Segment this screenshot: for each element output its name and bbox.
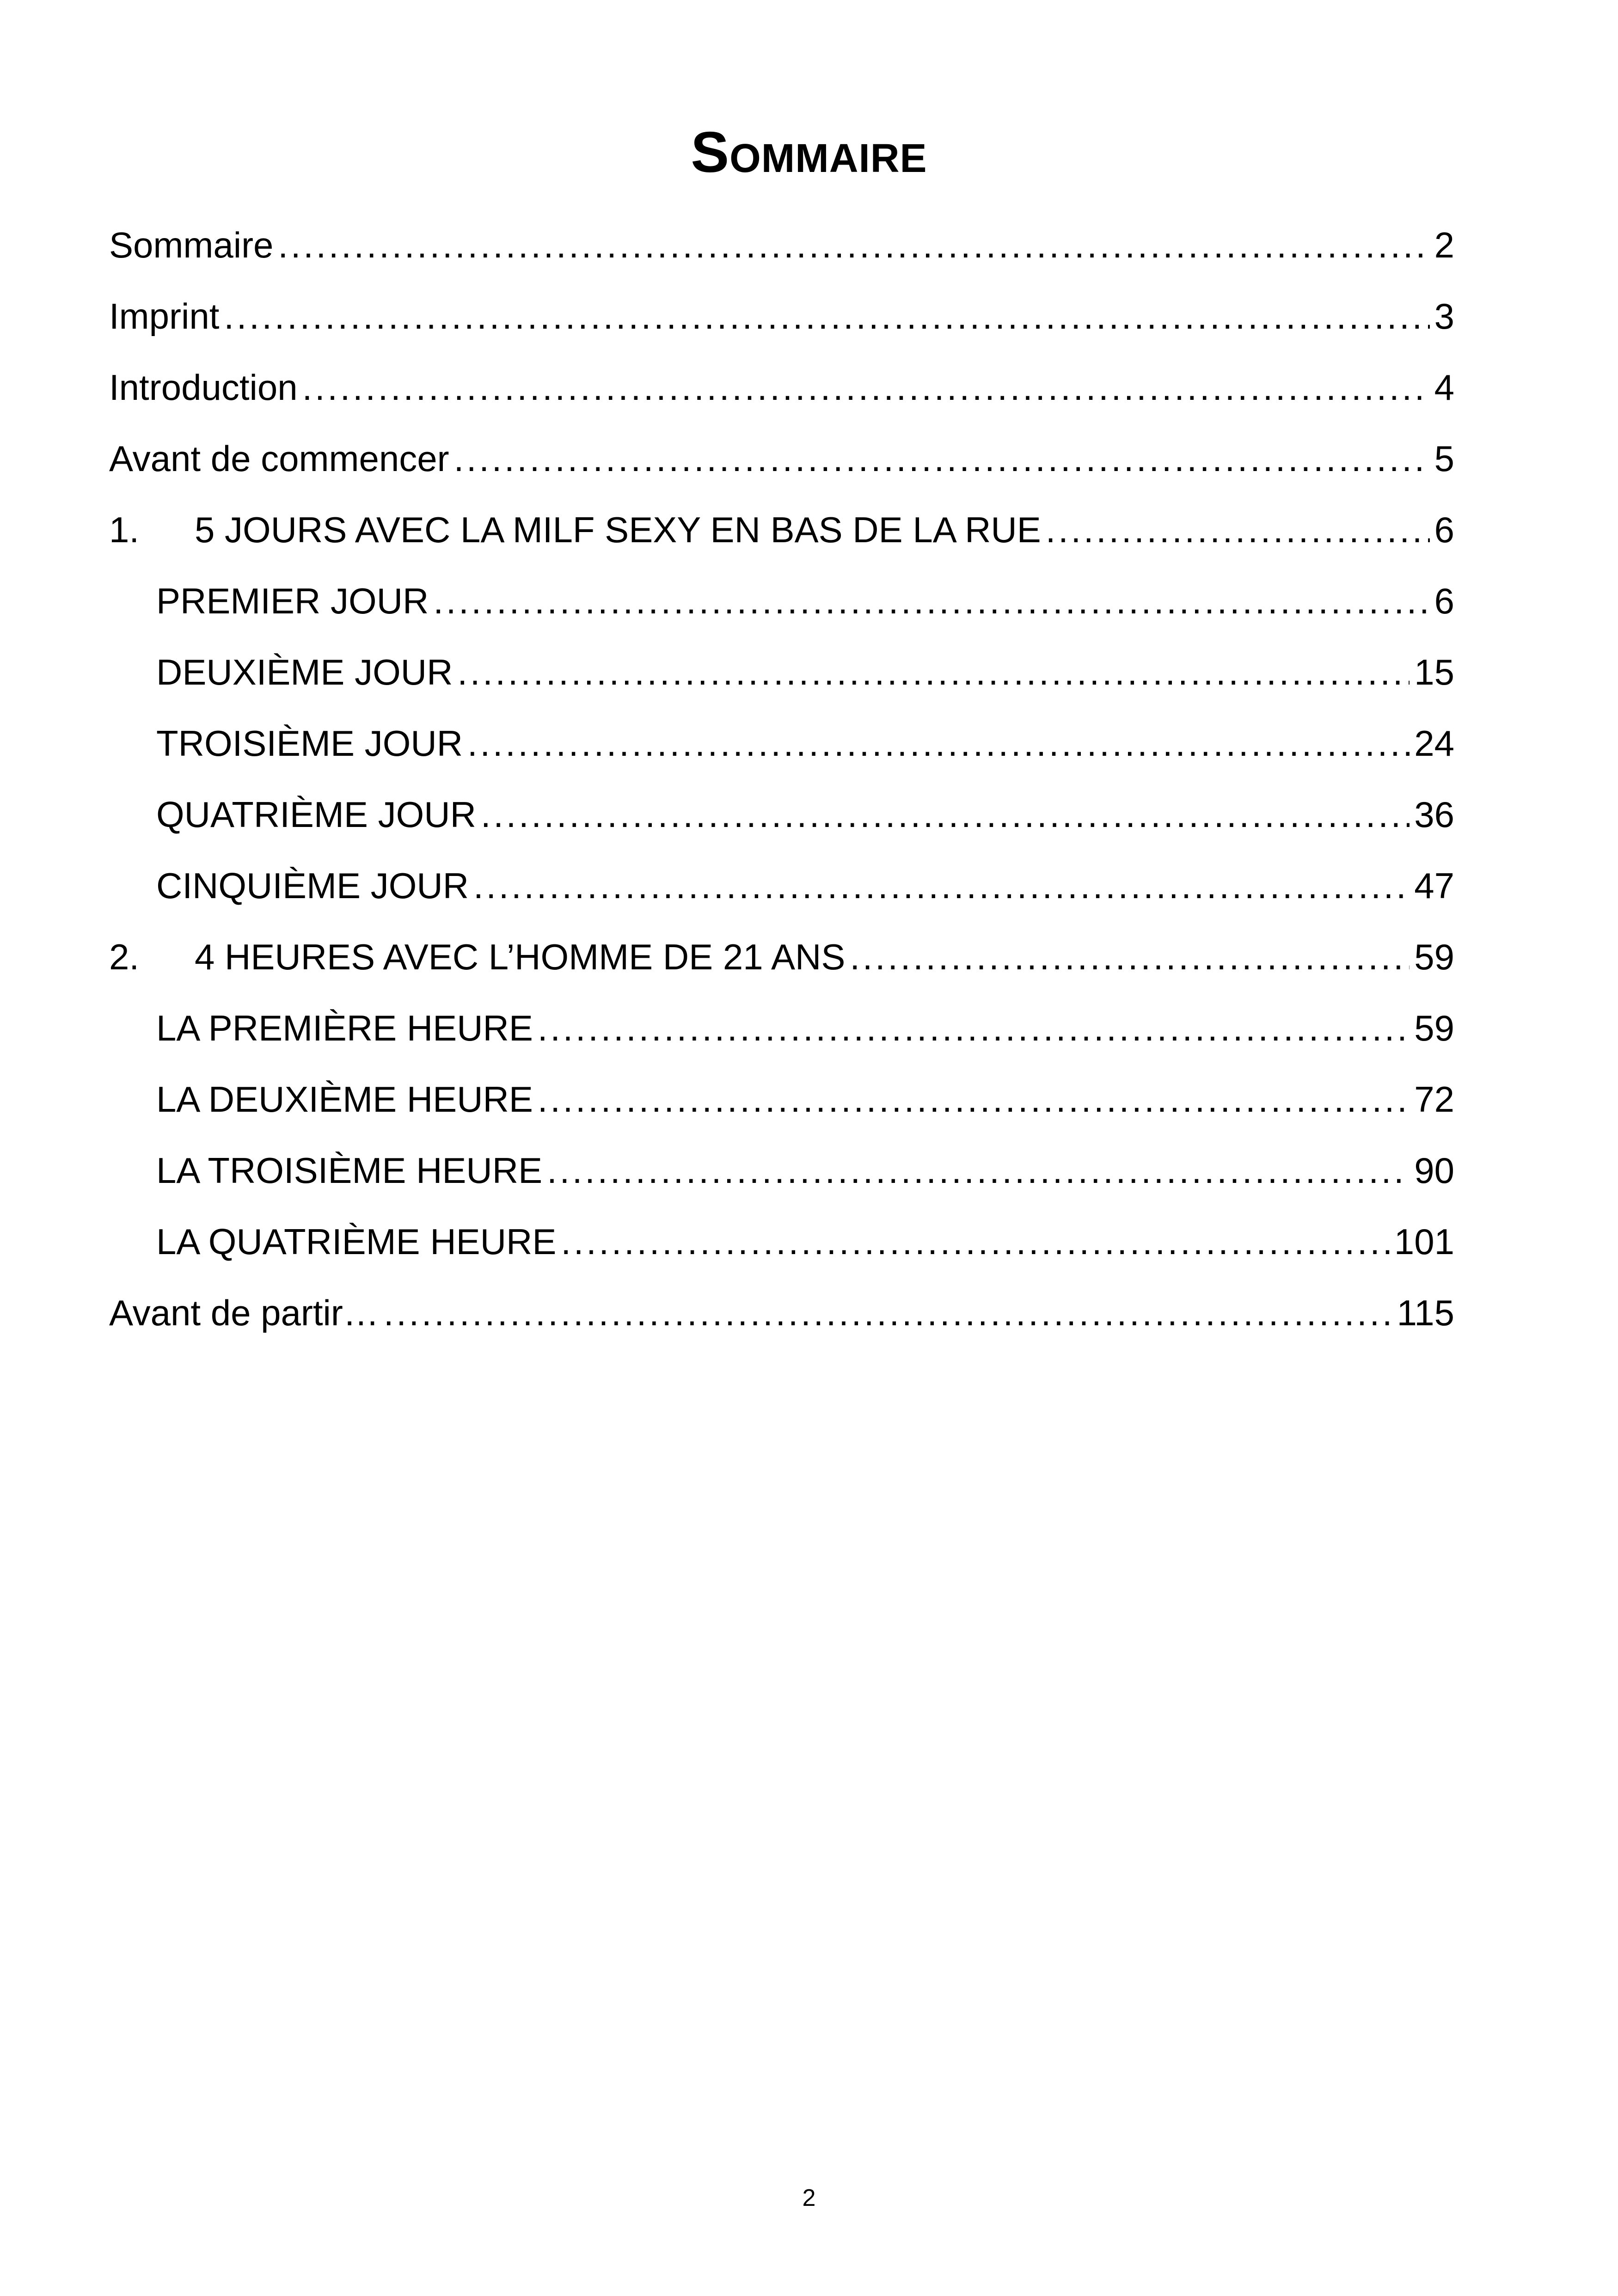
toc-entry-page: 59 bbox=[1414, 937, 1454, 977]
toc-entry-page: 47 bbox=[1414, 865, 1454, 906]
toc-dot-leader bbox=[481, 789, 1410, 840]
toc-entry-label: Imprint bbox=[109, 296, 220, 337]
toc-entry-cinquieme-jour[interactable] bbox=[109, 860, 1454, 931]
toc-entry-deuxieme-heure[interactable] bbox=[109, 1074, 1454, 1145]
toc-entry-label: QUATRIÈME JOUR bbox=[156, 794, 476, 835]
toc-entry-page: 5 bbox=[1434, 438, 1454, 479]
toc-entry-number: 2. bbox=[109, 937, 140, 977]
toc-entry-label: 4 HEURES AVEC L’HOMME DE 21 ANS bbox=[195, 937, 846, 977]
page-title bbox=[0, 116, 1618, 190]
toc-dot-leader bbox=[467, 718, 1410, 769]
toc-entry-label: PREMIER JOUR bbox=[156, 581, 429, 621]
toc-entry-quatrieme-heure[interactable] bbox=[109, 1216, 1454, 1287]
toc-entry-page: 3 bbox=[1434, 296, 1454, 337]
toc-entry-avant-de-commencer[interactable] bbox=[109, 433, 1454, 504]
toc-entry-number: 1. bbox=[109, 509, 140, 550]
toc-dot-leader bbox=[433, 576, 1429, 626]
toc-entry-premier-jour[interactable] bbox=[109, 576, 1454, 647]
toc-dot-leader bbox=[850, 931, 1410, 982]
toc-entry-imprint[interactable] bbox=[109, 291, 1454, 362]
page-title-rest: ommaire bbox=[729, 121, 927, 184]
table-of-contents bbox=[109, 220, 1454, 1359]
toc-entry-page: 4 bbox=[1434, 367, 1454, 408]
toc-dot-leader bbox=[538, 1003, 1410, 1053]
toc-dot-leader bbox=[547, 1145, 1410, 1196]
toc-dot-leader bbox=[473, 860, 1410, 911]
toc-entry-chapter-2[interactable] bbox=[109, 931, 1454, 1003]
toc-entry-page: 72 bbox=[1414, 1079, 1454, 1120]
toc-entry-page: 6 bbox=[1434, 581, 1454, 621]
toc-entry-avant-de-partir[interactable] bbox=[109, 1287, 1454, 1359]
toc-entry-label: Avant de commencer bbox=[109, 438, 449, 479]
toc-entry-label: DEUXIÈME JOUR bbox=[156, 652, 453, 692]
toc-entry-introduction[interactable] bbox=[109, 362, 1454, 433]
toc-entry-troisieme-jour[interactable] bbox=[109, 718, 1454, 789]
toc-entry-label: Introduction bbox=[109, 367, 298, 408]
toc-entry-troisieme-heure[interactable] bbox=[109, 1145, 1454, 1216]
toc-entry-label: LA QUATRIÈME HEURE bbox=[156, 1221, 557, 1262]
toc-dot-leader bbox=[561, 1216, 1389, 1267]
toc-entry-page: 15 bbox=[1414, 652, 1454, 692]
toc-entry-page: 6 bbox=[1434, 509, 1454, 550]
toc-dot-leader bbox=[1046, 504, 1430, 555]
toc-entry-page: 115 bbox=[1397, 1292, 1454, 1333]
toc-entry-premiere-heure[interactable] bbox=[109, 1003, 1454, 1074]
toc-dot-leader bbox=[538, 1074, 1410, 1125]
toc-entry-deuxieme-jour[interactable] bbox=[109, 647, 1454, 718]
toc-entry-label: LA DEUXIÈME HEURE bbox=[156, 1079, 533, 1120]
toc-entry-label: CINQUIÈME JOUR bbox=[156, 865, 469, 906]
toc-entry-sommaire[interactable] bbox=[109, 220, 1454, 291]
toc-entry-page: 90 bbox=[1414, 1150, 1454, 1191]
toc-dot-leader bbox=[302, 362, 1430, 413]
toc-entry-quatrieme-jour[interactable] bbox=[109, 789, 1454, 860]
page-title-initial: S bbox=[691, 121, 730, 184]
toc-entry-label: 5 JOURS AVEC LA MILF SEXY EN BAS DE LA RUE bbox=[195, 509, 1041, 550]
toc-entry-page: 59 bbox=[1414, 1008, 1454, 1048]
toc-entry-label: Avant de partir… bbox=[109, 1292, 379, 1333]
toc-entry-page: 101 bbox=[1394, 1221, 1454, 1262]
toc-dot-leader bbox=[278, 220, 1429, 270]
toc-dot-leader bbox=[224, 291, 1429, 342]
toc-entry-label: Sommaire bbox=[109, 225, 274, 265]
toc-dot-leader bbox=[457, 647, 1410, 698]
toc-entry-page: 2 bbox=[1434, 225, 1454, 265]
toc-entry-label: TROISIÈME JOUR bbox=[156, 723, 463, 764]
toc-entry-page: 24 bbox=[1414, 723, 1454, 764]
toc-dot-leader bbox=[384, 1287, 1392, 1338]
toc-entry-page: 36 bbox=[1414, 794, 1454, 835]
toc-entry-chapter-1[interactable] bbox=[109, 504, 1454, 576]
toc-entry-label: LA PREMIÈRE HEURE bbox=[156, 1008, 533, 1048]
toc-dot-leader bbox=[454, 433, 1430, 484]
toc-entry-label: LA TROISIÈME HEURE bbox=[156, 1150, 543, 1191]
page-number: 2 bbox=[802, 2185, 816, 2211]
